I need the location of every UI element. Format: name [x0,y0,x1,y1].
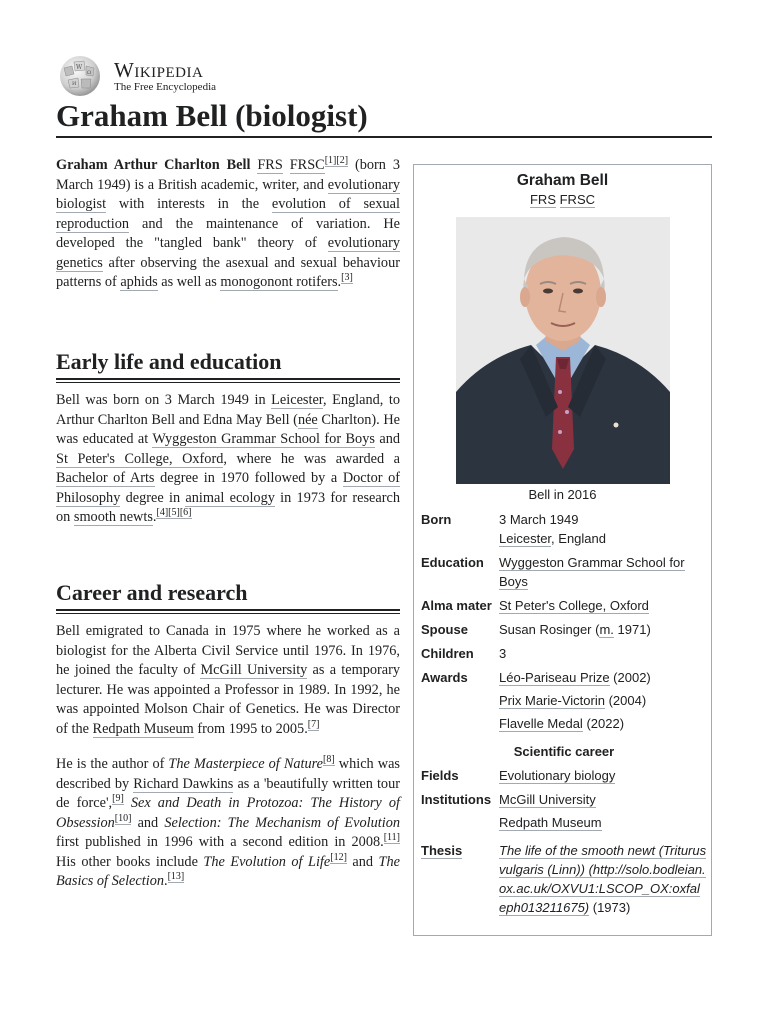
born-label: Born [421,512,452,527]
infobox [413,164,712,936]
ref-4[interactable]: [4] [156,507,169,519]
page-title: Graham Bell (biologist) [56,96,712,138]
early-life-paragraph: Bell was born on 3 March 1949 in Leicester, England, to Arthur Charlton Bell and Edna May Bell (née Charlton). He was educated at Wyggeston Grammar School for Boys and St Peter's College, Oxford, where he was awarded a Bachelor of Arts degree in 1970 followed by a Doctor of Philosophy degree in animal ecology in 1973 for research on smooth newts.[4][5][6] [56,392,401,525]
svg-text:Ω: Ω [87,70,92,76]
ref-10[interactable]: [10] [114,812,132,824]
frs-link[interactable]: FRS [257,157,283,173]
link-richard-dawkins[interactable]: Richard Dawkins [133,775,234,792]
link-nee[interactable]: née [297,411,318,428]
link-monogonont-rotifers[interactable]: monogonont rotifers [220,274,338,290]
infobox-frs-link[interactable]: FRS [529,192,556,207]
thesis-value: The life of the smooth newt (Triturus vulgaris (Linn)) (http://solo.bodleian.ox.ac.uk/OXVU1:LSCOP_OX:oxfaleph013211675) (1973) [499,843,707,915]
link-mcgill-university[interactable]: McGill University [200,662,308,678]
award-link-marie-victorin[interactable]: Prix Marie-Victorin [499,693,605,708]
link-st-peters-college[interactable]: St Peter's College, Oxford [56,450,224,467]
link-animal-ecology[interactable]: animal ecology [185,489,275,506]
institutions-label: Institutions [421,792,492,807]
ref-1[interactable]: [1] [324,155,337,167]
career-paragraph-1: Bell emigrated to Canada in 1975 where he worked as a biologist for the Alberta Civil Service until 1976. In 1976, he joined the faculty of McGill University as a temporary lecturer. He was appointed a Professor in 1989. In 1992, he was appointed Molson Chair of Genetics. He was Director of the Redpath Museum from 1995 to 2005.[7] [56,623,401,737]
thesis-label [421,839,499,920]
svg-text:W: W [76,64,83,71]
infobox-postnominals [414,191,711,209]
ref-11[interactable]: [11] [383,832,400,844]
fields-value [499,764,707,788]
infobox-table [421,508,707,920]
infobox-row-born [421,508,707,551]
thesis-label-link[interactable]: Thesis [421,843,463,858]
infobox-row-thesis [421,839,707,920]
ref-2[interactable]: [2] [336,155,349,167]
institution-item [499,790,707,809]
heading-career: Career and research [56,580,248,605]
ref-9[interactable]: [9] [112,793,124,805]
institutions-value [499,788,707,839]
link-aphids[interactable]: aphids [120,274,158,290]
ref-5[interactable]: [5] [168,507,180,519]
link-bachelor-of-arts[interactable]: Bachelor of Arts [56,470,155,486]
infobox-name: Graham Bell [516,172,609,189]
ref-6[interactable]: [6] [179,507,192,519]
infobox-thesis-link[interactable]: The life of the smooth newt (Triturus vulgaris (Linn)) (http://solo.bodleian.ox.ac.uk/OXVU1:LSCOP_OX:oxfaleph013211675) [499,843,707,915]
ref-3[interactable]: [3] [341,272,353,284]
education-label: Education [421,555,484,570]
career-section [56,622,400,904]
infobox-row-children [421,642,707,666]
born-value: 3 March 1949 Leicester, England [499,512,606,546]
portrait-image [456,217,670,484]
link-evolutionary-genetics[interactable]: evolutionary genetics [56,235,400,271]
education-value [499,551,707,594]
infobox-row-sci-heading [421,740,707,764]
infobox-frsc-link[interactable]: FRSC [559,192,595,207]
institution-item [499,813,707,832]
link-redpath-museum[interactable]: Redpath Museum [92,720,194,737]
award-item: Flavelle Medal (2022) [499,716,625,731]
spouse-value: Susan Rosinger (m. 1971) [499,622,651,637]
link-leicester[interactable]: Leicester [271,392,323,408]
spouse-label: Spouse [421,622,468,637]
infobox-link-st-peters[interactable]: St Peter's College, Oxford [499,598,649,613]
infobox-row-institutions [421,788,707,839]
photo-caption: Bell in 2016 [528,487,597,502]
awards-value [499,666,707,740]
ref-13[interactable]: [13] [167,871,185,883]
heading-rule [56,378,400,383]
award-link-leo-pariseau[interactable]: Léo-Pariseau Prize [499,670,610,685]
award-link-flavelle[interactable]: Flavelle Medal [499,716,583,731]
infobox-row-education [421,551,707,594]
infobox-row-alma-mater [421,594,707,618]
svg-text:И: И [72,81,77,87]
link-doctor-of-philosophy[interactable]: Doctor of Philosophy [56,470,400,506]
link-smooth-newts[interactable]: smooth newts [73,509,153,525]
wikipedia-wordmark: Wikipedia [114,57,204,82]
alma-mater-label: Alma mater [421,598,492,613]
infobox-link-wyggeston[interactable]: Wyggeston Grammar School for Boys [499,555,685,589]
children-label: Children [421,646,474,661]
children-value: 3 [499,646,507,661]
infobox-link-leicester[interactable]: Leicester [499,531,552,546]
lead-paragraph: Graham Arthur Charlton Bell FRS FRSC[1][2] (born 3 March 1949) is a British academic, writer, and evolutionary biologist with interests in the evolution of sexual reproduction and the maintenance of variation. He developed the "tangled bank" theory of evolutionary genetics after observing the asexual and sexual behaviour patterns of aphids as well as monogonont rotifers.[3] [56,155,401,290]
infobox-link-married[interactable]: m. [599,622,614,637]
heading-early-life: Early life and education [56,349,282,374]
subject-name: Graham Arthur Charlton Bell [56,157,251,173]
alma-mater-value [499,594,707,618]
frsc-link[interactable]: FRSC [289,157,325,173]
wikipedia-logo[interactable] [56,54,216,98]
ref-8[interactable]: [8] [323,754,335,766]
infobox-link-evolutionary-biology[interactable]: Evolutionary biology [499,768,616,783]
link-evolutionary-biologist[interactable]: evolutionary biologist [56,176,400,212]
wikipedia-globe-icon [56,54,104,98]
portrait-photo[interactable] [456,217,670,484]
wikipedia-tagline: The Free Encyclopedia [114,80,217,93]
heading-rule [56,609,400,614]
fields-label: Fields [421,768,459,783]
link-wyggeston[interactable]: Wyggeston Grammar School for Boys [152,431,375,447]
early-life-section [56,391,400,540]
link-evolution-of-sexual-reproduction[interactable]: evolution of sexual reproduction [56,196,400,232]
award-item: Léo-Pariseau Prize (2002) [499,670,651,685]
award-item: Prix Marie-Victorin (2004) [499,693,647,708]
infobox-row-fields [421,764,707,788]
career-paragraph-2: He is the author of The Masterpiece of Nature[8] which was described by Richard Dawkins as a 'beautifully written tour de force',[9] Sex and Death in Protozoa: The History of Obsession[10] and Selection: The Mechanism of Evolution first published in 1996 with a second edition in 2008.[11] His other books include The Evolution of Life[12] and The Basics of Selection.[13] [56,754,401,889]
infobox-row-spouse [421,618,707,642]
infobox-link-mcgill[interactable]: McGill University [499,792,596,807]
ref-7[interactable]: [7] [307,718,320,730]
awards-label: Awards [421,670,468,685]
ref-12[interactable]: [12] [330,851,347,863]
scientific-career-heading: Scientific career [513,744,615,759]
infobox-link-redpath[interactable]: Redpath Museum [499,815,602,830]
lead-section [56,156,400,305]
infobox-row-awards [421,666,707,740]
